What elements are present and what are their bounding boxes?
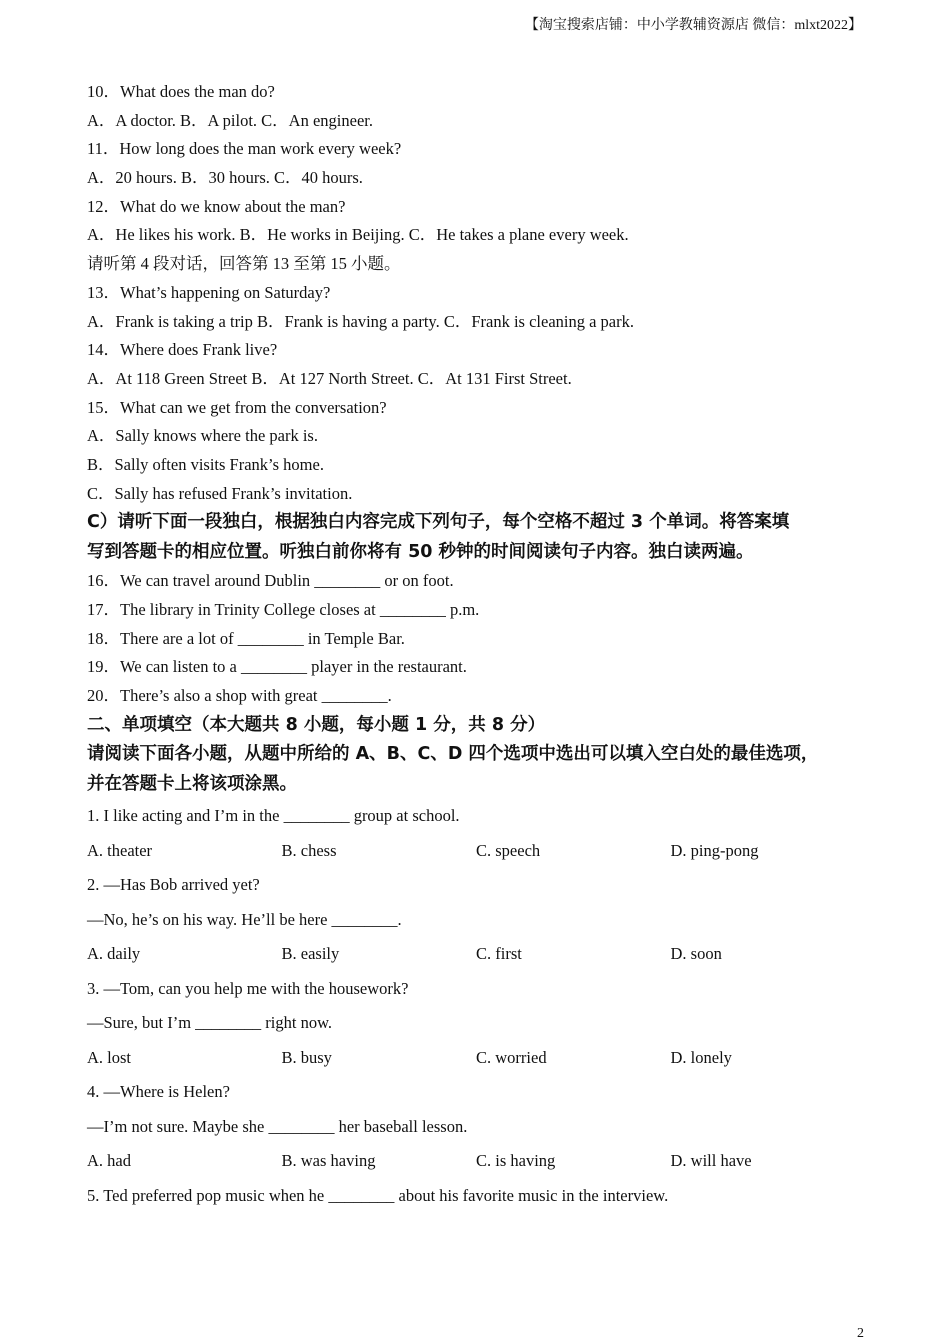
- mc-option: A. daily: [87, 944, 141, 964]
- fill-blank-line: 19．We can listen to a ________ player in the restaurant.: [87, 657, 467, 677]
- question-line: 10．What does the man do?: [87, 82, 275, 101]
- instruction-line: 写到答题卡的相应位置。听独白前你将有 50 秒钟的时间阅读句子内容。独白读两遍。: [87, 541, 754, 562]
- mc-option: D. ping-pong: [670, 840, 759, 860]
- mc-question: [87, 1179, 877, 1214]
- question-line: A．Frank is taking a trip B．Frank is having a party. C．Frank is cleaning a park.: [87, 311, 634, 331]
- mc-option: B. chess: [281, 840, 337, 860]
- question-line: 15．What can we get from the conversation?: [87, 397, 387, 417]
- listening-questions-16-20: [87, 567, 877, 710]
- mc-options-row: [87, 834, 877, 869]
- part-two-title: 二、单项填空（本大题共 8 小题，每小题 1 分，共 8 分）: [87, 714, 546, 735]
- mc-question-text: 1. I like acting and I’m in the ________ group at school.: [87, 806, 460, 826]
- question-line: B．Sally often visits Frank’s home.: [87, 454, 324, 474]
- mc-option: C. speech: [476, 840, 541, 860]
- question-line: A．Sally knows where the park is.: [87, 426, 318, 446]
- page-number: 2: [857, 1326, 864, 1341]
- mc-option: D. lonely: [670, 1047, 732, 1067]
- question-line: A．He likes his work. B．He works in Beijing. C．He takes a plane every week.: [87, 225, 629, 245]
- mc-option: B. was having: [281, 1151, 376, 1171]
- mc-question-text: 2. —Has Bob arrived yet?: [87, 875, 260, 895]
- instruction-line: C）请听下面一段独白，根据独白内容完成下列句子，每个空格不超过 3 个单词。将答案填: [87, 512, 790, 533]
- mc-question-text: 4. —Where is Helen?: [87, 1082, 230, 1102]
- mc-option: B. easily: [281, 944, 340, 964]
- mc-option: D. soon: [670, 944, 722, 964]
- question-line: 13．What’s happening on Saturday?: [87, 282, 331, 302]
- section-c-instructions: [87, 508, 877, 567]
- instruction-line: 请阅读下面各小题，从题中所给的 A、B、C、D 四个选项中选出可以填入空白处的最佳选项，: [87, 744, 819, 765]
- mc-options-row: [87, 1041, 877, 1076]
- mc-question: [87, 972, 877, 1076]
- mc-question-text: —Sure, but I’m ________ right now.: [87, 1013, 333, 1033]
- listening-questions-10-15: [87, 78, 877, 508]
- mc-option: B. busy: [281, 1047, 332, 1067]
- mc-question: [87, 799, 877, 868]
- question-line: 14．Where does Frank live?: [87, 340, 278, 360]
- multiple-choice-questions: [87, 799, 877, 1213]
- fill-blank-line: 18．There are a lot of ________ in Temple Bar.: [87, 628, 405, 648]
- fill-blank-line: 20．There’s also a shop with great ________.: [87, 686, 392, 706]
- question-line: 12．What do we know about the man?: [87, 196, 346, 216]
- mc-question-text: 3. —Tom, can you help me with the housework?: [87, 978, 409, 998]
- page-header: 【淘宝搜索店铺：中小学教辅资源店 微信：mlxt2022】: [524, 18, 862, 33]
- question-line: A．A doctor. B．A pilot. C．An engineer.: [87, 110, 373, 130]
- mc-option: C. is having: [476, 1151, 556, 1171]
- question-line: 11．How long does the man work every week?: [87, 139, 402, 159]
- fill-blank-line: 16．We can travel around Dublin ________ or on foot.: [87, 571, 454, 591]
- mc-question-text: —I’m not sure. Maybe she ________ her baseball lesson.: [87, 1116, 468, 1136]
- mc-option: D. will have: [670, 1151, 752, 1171]
- mc-option: A. theater: [87, 840, 153, 860]
- mc-options-row: [87, 937, 877, 972]
- mc-option: A. lost: [87, 1047, 132, 1067]
- part-two-instructions: [87, 740, 877, 799]
- mc-question-text: —No, he’s on his way. He’ll be here ________.: [87, 909, 402, 929]
- question-line: C．Sally has refused Frank’s invitation.: [87, 483, 353, 503]
- mc-option: A. had: [87, 1151, 131, 1171]
- instruction-line: 并在答题卡上将该项涂黑。: [87, 773, 297, 794]
- mc-option: C. first: [476, 944, 522, 964]
- question-line: A．20 hours. B．30 hours. C．40 hours.: [87, 168, 363, 188]
- mc-options-row: [87, 1144, 877, 1179]
- question-line: 请听第 4 段对话，回答第 13 至第 15 小题。: [87, 254, 401, 274]
- mc-question: [87, 868, 877, 972]
- mc-option: C. worried: [476, 1047, 547, 1067]
- fill-blank-line: 17．The library in Trinity College closes at ________ p.m.: [87, 600, 480, 619]
- question-line: A．At 118 Green Street B．At 127 North Street. C．At 131 First Street.: [87, 368, 572, 388]
- mc-question: [87, 1075, 877, 1179]
- mc-question-text: 5. Ted preferred pop music when he ________ about his favorite music in the interview.: [87, 1185, 669, 1205]
- exam-content: [87, 78, 877, 1213]
